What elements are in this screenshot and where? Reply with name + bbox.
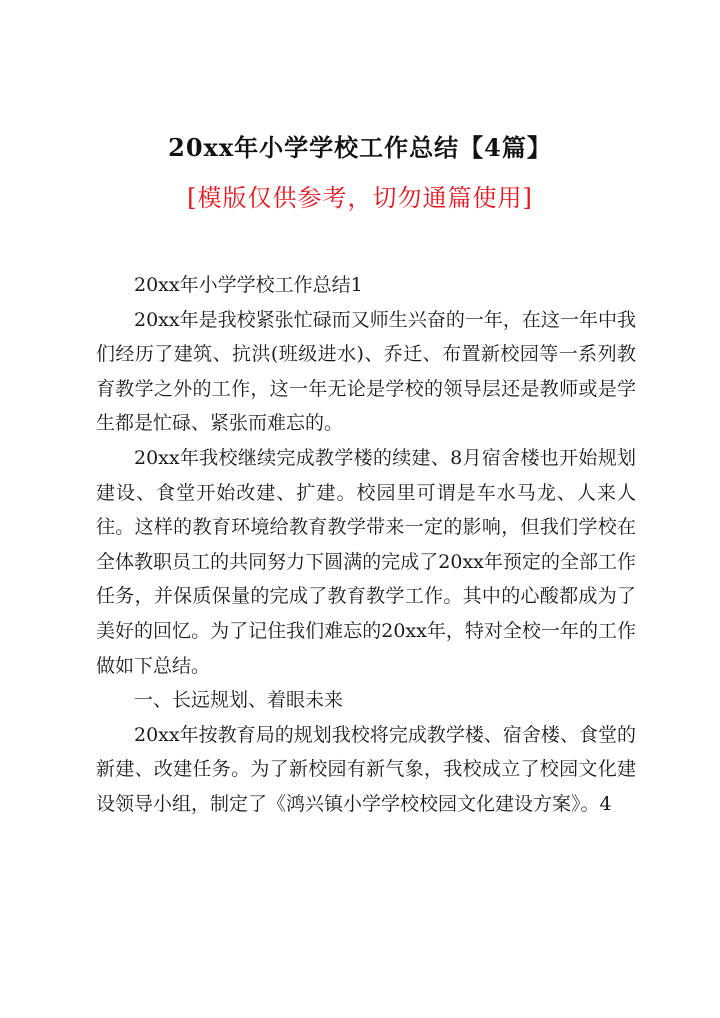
template-notice: [模版仅供参考，切勿通篇使用] [187,184,533,212]
document-body [96,268,636,822]
document-title: 20xx年小学学校工作总结【4篇】 [168,133,552,162]
paragraph: 20xx年按教育局的规划我校将完成教学楼、宿舍楼、食堂的新建、改建任务。为了新校园有新气象，我校成立了校园文化建设领导小组，制定了《鸿兴镇小学学校校园文化建设方案》。4 [96,723,636,815]
paragraph: 20xx年我校继续完成教学楼的续建、8月宿舍楼也开始规划建设、食堂开始改建、扩建。校园里可谓是车水马龙、人来人往。这样的教育环境给教育教学带来一定的影响，但我们学校在全体教职员工的共同努力下圆满的完成了20xx年预定的全部工作任务，并保质保量的完成了教育教学工作。其中的心酸都成为了美好的回忆。为了记住我们难忘的20xx年，特对全校一年的工作做如下总结。 [96,446,636,677]
section-title: 20xx年小学学校工作总结1 [134,274,363,296]
section-heading: 一、长远规划、着眼未来 [134,689,344,712]
paragraph: 20xx年是我校紧张忙碌而又师生兴奋的一年，在这一年中我们经历了建筑、抗洪(班级进水)、乔迁、布置新校园等一系列教育教学之外的工作，这一年无论是学校的领导层还是教师或是学生都是忙碌、紧张而难忘的。 [96,308,636,435]
